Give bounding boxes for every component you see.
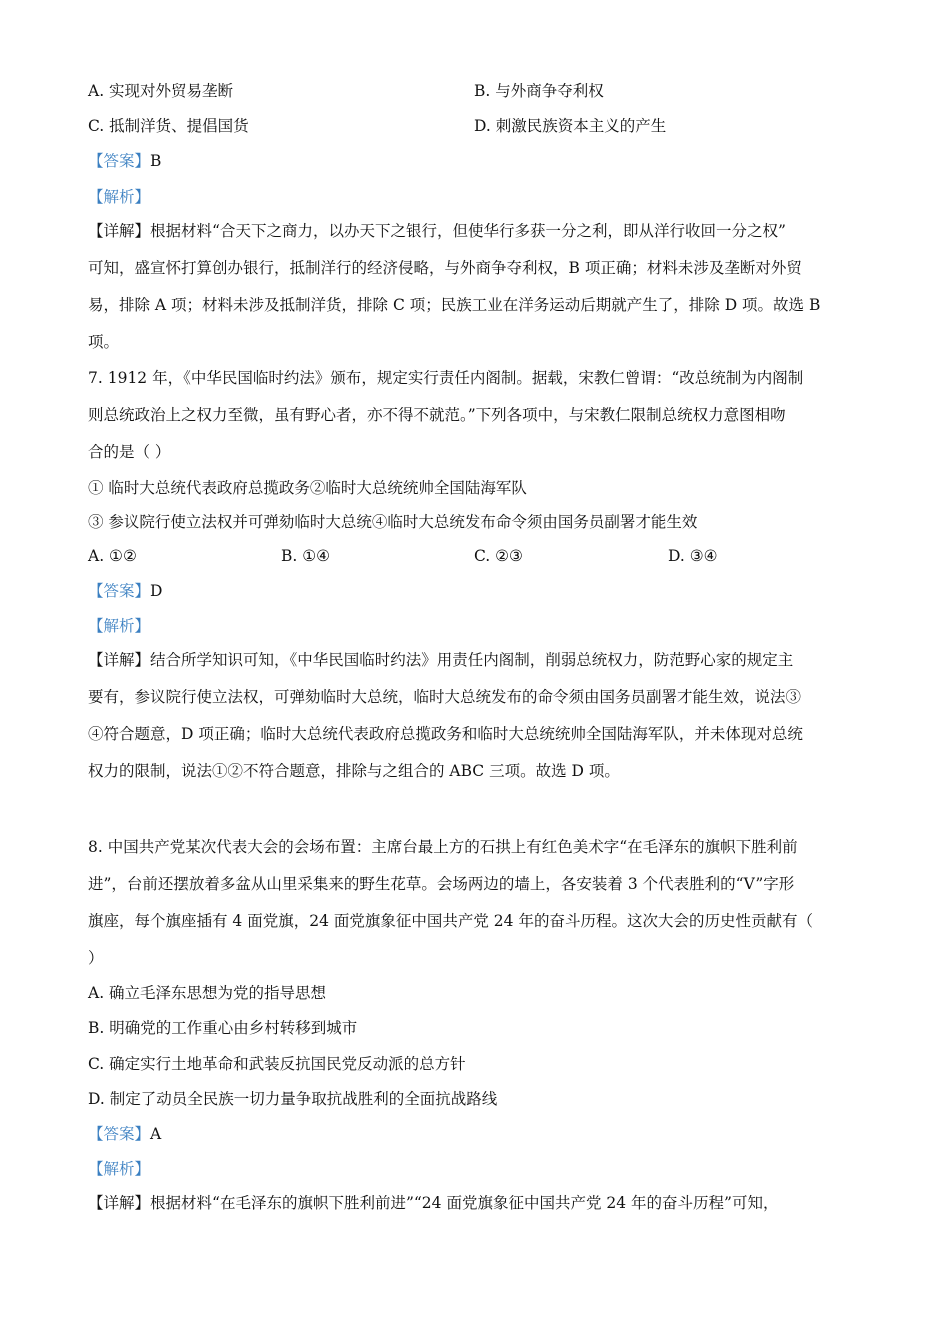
q6-answer-line [88,151,161,171]
answer-tag: 【答案】 [88,1125,151,1143]
detail-line: 【详解】结合所学知识可知，《中华民国临时约法》用责任内阁制，削弱总统权力，防范野心家的规定主 [88,651,794,669]
q6-option-d: D. 刺激民族资本主义的产生 [474,117,667,135]
detail-line: 【详解】根据材料“在毛泽东的旗帜下胜利前进”“24 面党旗象征中国共产党 24 年的奋斗历程”可知， [88,1194,779,1212]
stem-line: ） [88,949,104,967]
detail-tag: 【详解】 [88,222,151,240]
stem-line: 则总统政治上之权力至微，虽有野心者，亦不得不就范。”下列各项中，与宋教仁限制总统权力意图相吻 [88,406,786,424]
q8-option-c: C. 确定实行土地革命和武装反抗国民党反动派的总方针 [88,1055,466,1073]
analysis-tag: 【解析】 [88,188,151,206]
q7-option-b: B. ①④ [281,547,331,565]
stem-line: 旗座，每个旗座插有 4 面党旗，24 面党旗象征中国共产党 24 年的奋斗历程。这次大会的历史性贡献有（ [88,912,813,930]
stem-line: 合的是（ ） [88,443,171,461]
q7-item-line: ③ 参议院行使立法权并可弹劾临时大总统④临时大总统发布命令须由国务员副署才能生效 [88,513,698,531]
detail-line: 【详解】根据材料“合天下之商力，以办天下之银行，但使华行多获一分之利，即从洋行收回一分之权” [88,222,786,240]
q7-detail [88,642,864,790]
detail-line: 可知，盛宣怀打算创办银行，抵制洋行的经济侵略，与外商争夺利权，B 项正确；材料未涉及垄断对外贸 [88,259,802,277]
detail-tag: 【详解】 [88,651,151,669]
q8-stem [88,829,864,977]
q8-option-a: A. 确立毛泽东思想为党的指导思想 [88,984,327,1002]
q6-analysis-line [88,187,150,207]
answer-tag: 【答案】 [88,582,151,600]
detail-line: 易，排除 A 项；材料未涉及抵制洋货，排除 C 项；民族工业在洋务运动后期就产生了，排除 D 项。故选 B [88,296,821,314]
q7-option-a: A. ①② [88,547,137,565]
q6-option-b: B. 与外商争夺利权 [474,82,604,100]
q8-option-b: B. 明确党的工作重心由乡村转移到城市 [88,1019,358,1037]
detail-line: 要有，参议院行使立法权，可弹劾临时大总统，临时大总统发布的命令须由国务员副署才能生效，说法③ [88,688,802,706]
detail-tag: 【详解】 [88,1194,151,1212]
answer-value: A [150,1125,162,1143]
q8-answer-line [88,1124,161,1144]
detail-line: 项。 [88,333,120,351]
analysis-tag: 【解析】 [88,617,151,635]
q8-analysis-line [88,1159,150,1179]
q7-item-line: ① 临时大总统代表政府总揽政务②临时大总统统帅全国陆海军队 [88,479,527,497]
q6-option-a: A. 实现对外贸易垄断 [88,82,234,100]
answer-value: B [150,152,162,170]
answer-tag: 【答案】 [88,152,151,170]
detail-line: 权力的限制，说法①②不符合题意，排除与之组合的 ABC 三项。故选 D 项。 [88,762,620,780]
q8-detail [88,1185,864,1222]
q8-option-d: D. 制定了动员全民族一切力量争取抗战胜利的全面抗战路线 [88,1090,498,1108]
stem-line: 8. 中国共产党某次代表大会的会场布置：主席台最上方的石拱上有红色美术字“在毛泽东的旗帜下胜利前 [88,838,798,856]
q6-detail [88,213,864,361]
q7-option-c: C. ②③ [474,547,523,565]
stem-line: 7. 1912 年，《中华民国临时约法》颁布，规定实行责任内阁制。据载，宋教仁曾谓：“改总统制为内阁制 [88,369,804,387]
detail-line: ④符合题意，D 项正确；临时大总统代表政府总揽政务和临时大总统统帅全国陆海军队，并未体现对总统 [88,725,803,743]
q7-option-d: D. ③④ [668,547,718,565]
answer-value: D [150,582,163,600]
q7-analysis-line [88,616,150,636]
stem-line: 进”，台前还摆放着多盆从山里采集来的野生花草。会场两边的墙上，各安装着 3 个代表胜利的“V”字形 [88,875,795,893]
q7-stem [88,360,864,471]
analysis-tag: 【解析】 [88,1160,151,1178]
q7-answer-line [88,581,162,601]
q6-option-c: C. 抵制洋货、提倡国货 [88,117,249,135]
